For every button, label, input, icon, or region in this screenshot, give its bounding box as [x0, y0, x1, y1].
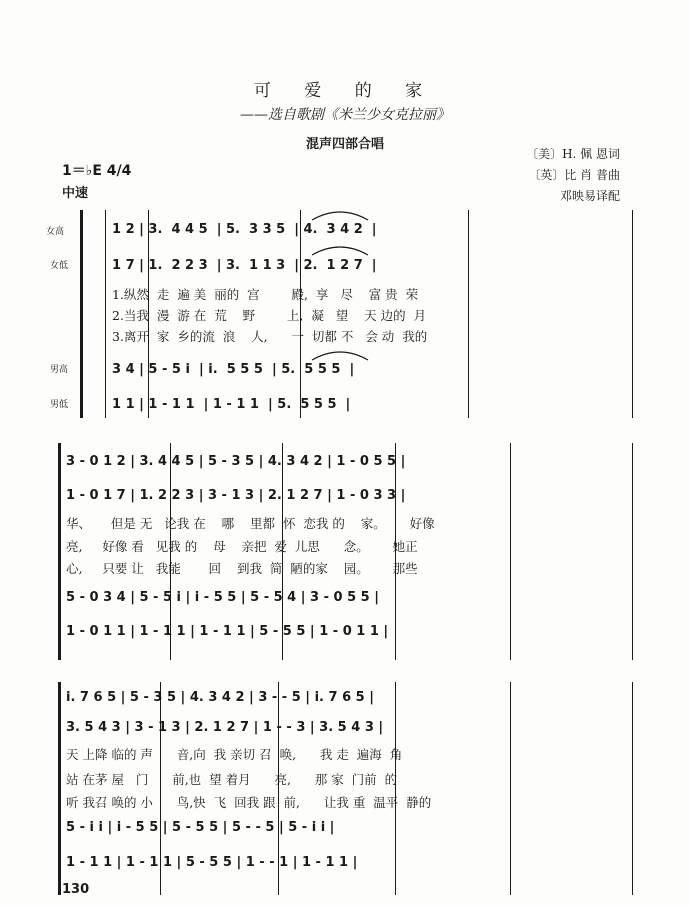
slur-mark: [310, 208, 370, 222]
composer-credit: 〔英〕比 肖 普曲: [528, 168, 620, 182]
note-row: 1 - 1 1 | 1 - 1 1 | 5 - 5 5 | 1 - - 1 | 1 - 1 1 |: [66, 855, 358, 870]
lyric-line: 听 我召 唤的 小 鸟,快 飞 回我 跟 前, 让我 重 温平 静的: [66, 795, 432, 810]
page-number: 130: [62, 882, 90, 897]
part-label-soprano: 女高: [46, 227, 65, 237]
note-row: 1 7 | 1. 2 2 3 | 3. 1 1 3 | 2. 1 2 7 |: [112, 258, 377, 273]
note-row: 5 - 0 3 4 | 5 - 5 i | i - 5 5 | 5 - 5 4 | 3 - 0 5 5 |: [66, 590, 379, 605]
system-brace: [80, 210, 83, 418]
lyric-line: 心, 只要 让 我能 回 到我 简 陋的家 园。 那些: [66, 561, 418, 576]
lyricist-credit: 〔美〕H. 佩 恩词: [526, 147, 620, 161]
part-label-tenor: 男高: [50, 365, 69, 375]
part-label-alto: 女低: [50, 261, 69, 271]
lyric-line: 1.纵然 走 遍 美 丽的 宫 殿, 享 尽 富 贵 荣: [112, 287, 419, 302]
note-row: 1 1 | 1 - 1 1 | 1 - 1 1 | 5. 5 5 5 |: [112, 397, 351, 412]
note-row: 5 - i i | i - 5 5 | 5 - 5 5 | 5 - - 5 | 5 - i i |: [66, 820, 335, 835]
lyric-line: 天 上降 临的 声 音,向 我 亲切 召 唤, 我 走 遍海 角: [66, 747, 403, 762]
note-row: 1 - 0 1 7 | 1. 2 2 3 | 3 - 1 3 | 2. 1 2 7 | 1 - 0 3 3 |: [66, 488, 406, 503]
note-row: 1 - 0 1 1 | 1 - 1 1 | 1 - 1 1 | 5 - 5 5 | 1 - 0 1 1 |: [66, 624, 389, 639]
note-row: 3. 5 4 3 | 3 - 1 3 | 2. 1 2 7 | 1 - - 3 | 3. 5 4 3 |: [66, 720, 384, 735]
barline: [105, 210, 106, 418]
barline: [632, 682, 633, 895]
lyric-line: 站 在茅 屋 门 前,也 望 着月 亮, 那 家 门前 的: [66, 772, 398, 787]
page-title: 可 爱 的 家: [253, 81, 437, 101]
lyric-line: 亮, 好像 看 见我 的 母 亲把 爱 儿思 念。 她正: [66, 539, 418, 554]
lyric-line: 华、 但是 无 论我 在 哪 里都 怀 恋我 的 家。 好像: [66, 516, 435, 531]
subtitle: ——选自歌剧《米兰少女克拉丽》: [240, 107, 450, 123]
translator-credit: 邓映易译配: [559, 189, 620, 203]
lyric-line: 2.当我 漫 游 在 荒 野 上, 凝 望 天 边的 月: [112, 308, 427, 323]
note-row: 3 - 0 1 2 | 3. 4 4 5 | 5 - 3 5 | 4. 3 4 2 | 1 - 0 5 5 |: [66, 454, 406, 469]
arrangement: 混声四部合唱: [305, 137, 384, 152]
tempo-marking: 中速: [62, 186, 89, 201]
note-row: 1 2 | 3. 4 4 5 | 5. 3 3 5 | 4. 3 4 2 |: [112, 222, 377, 237]
slur-mark: [310, 243, 370, 257]
slur-mark: [310, 348, 370, 362]
barline: [58, 443, 59, 660]
note-row: 3 4 | 5 - 5 i | i. 5 5 5 | 5. 5 5 5 |: [112, 362, 355, 377]
note-row: i. 7 6 5 | 5 - 3 5 | 4. 3 4 2 | 3 - - 5 | i. 7 6 5 |: [66, 690, 374, 705]
part-label-bass: 男低: [50, 400, 69, 410]
lyric-line: 3.离开 家 乡的流 浪 人, 一 切都 不 会 动 我的: [112, 329, 428, 344]
barline: [58, 682, 59, 895]
key-signature: 1＝♭E 4/4: [62, 163, 132, 179]
